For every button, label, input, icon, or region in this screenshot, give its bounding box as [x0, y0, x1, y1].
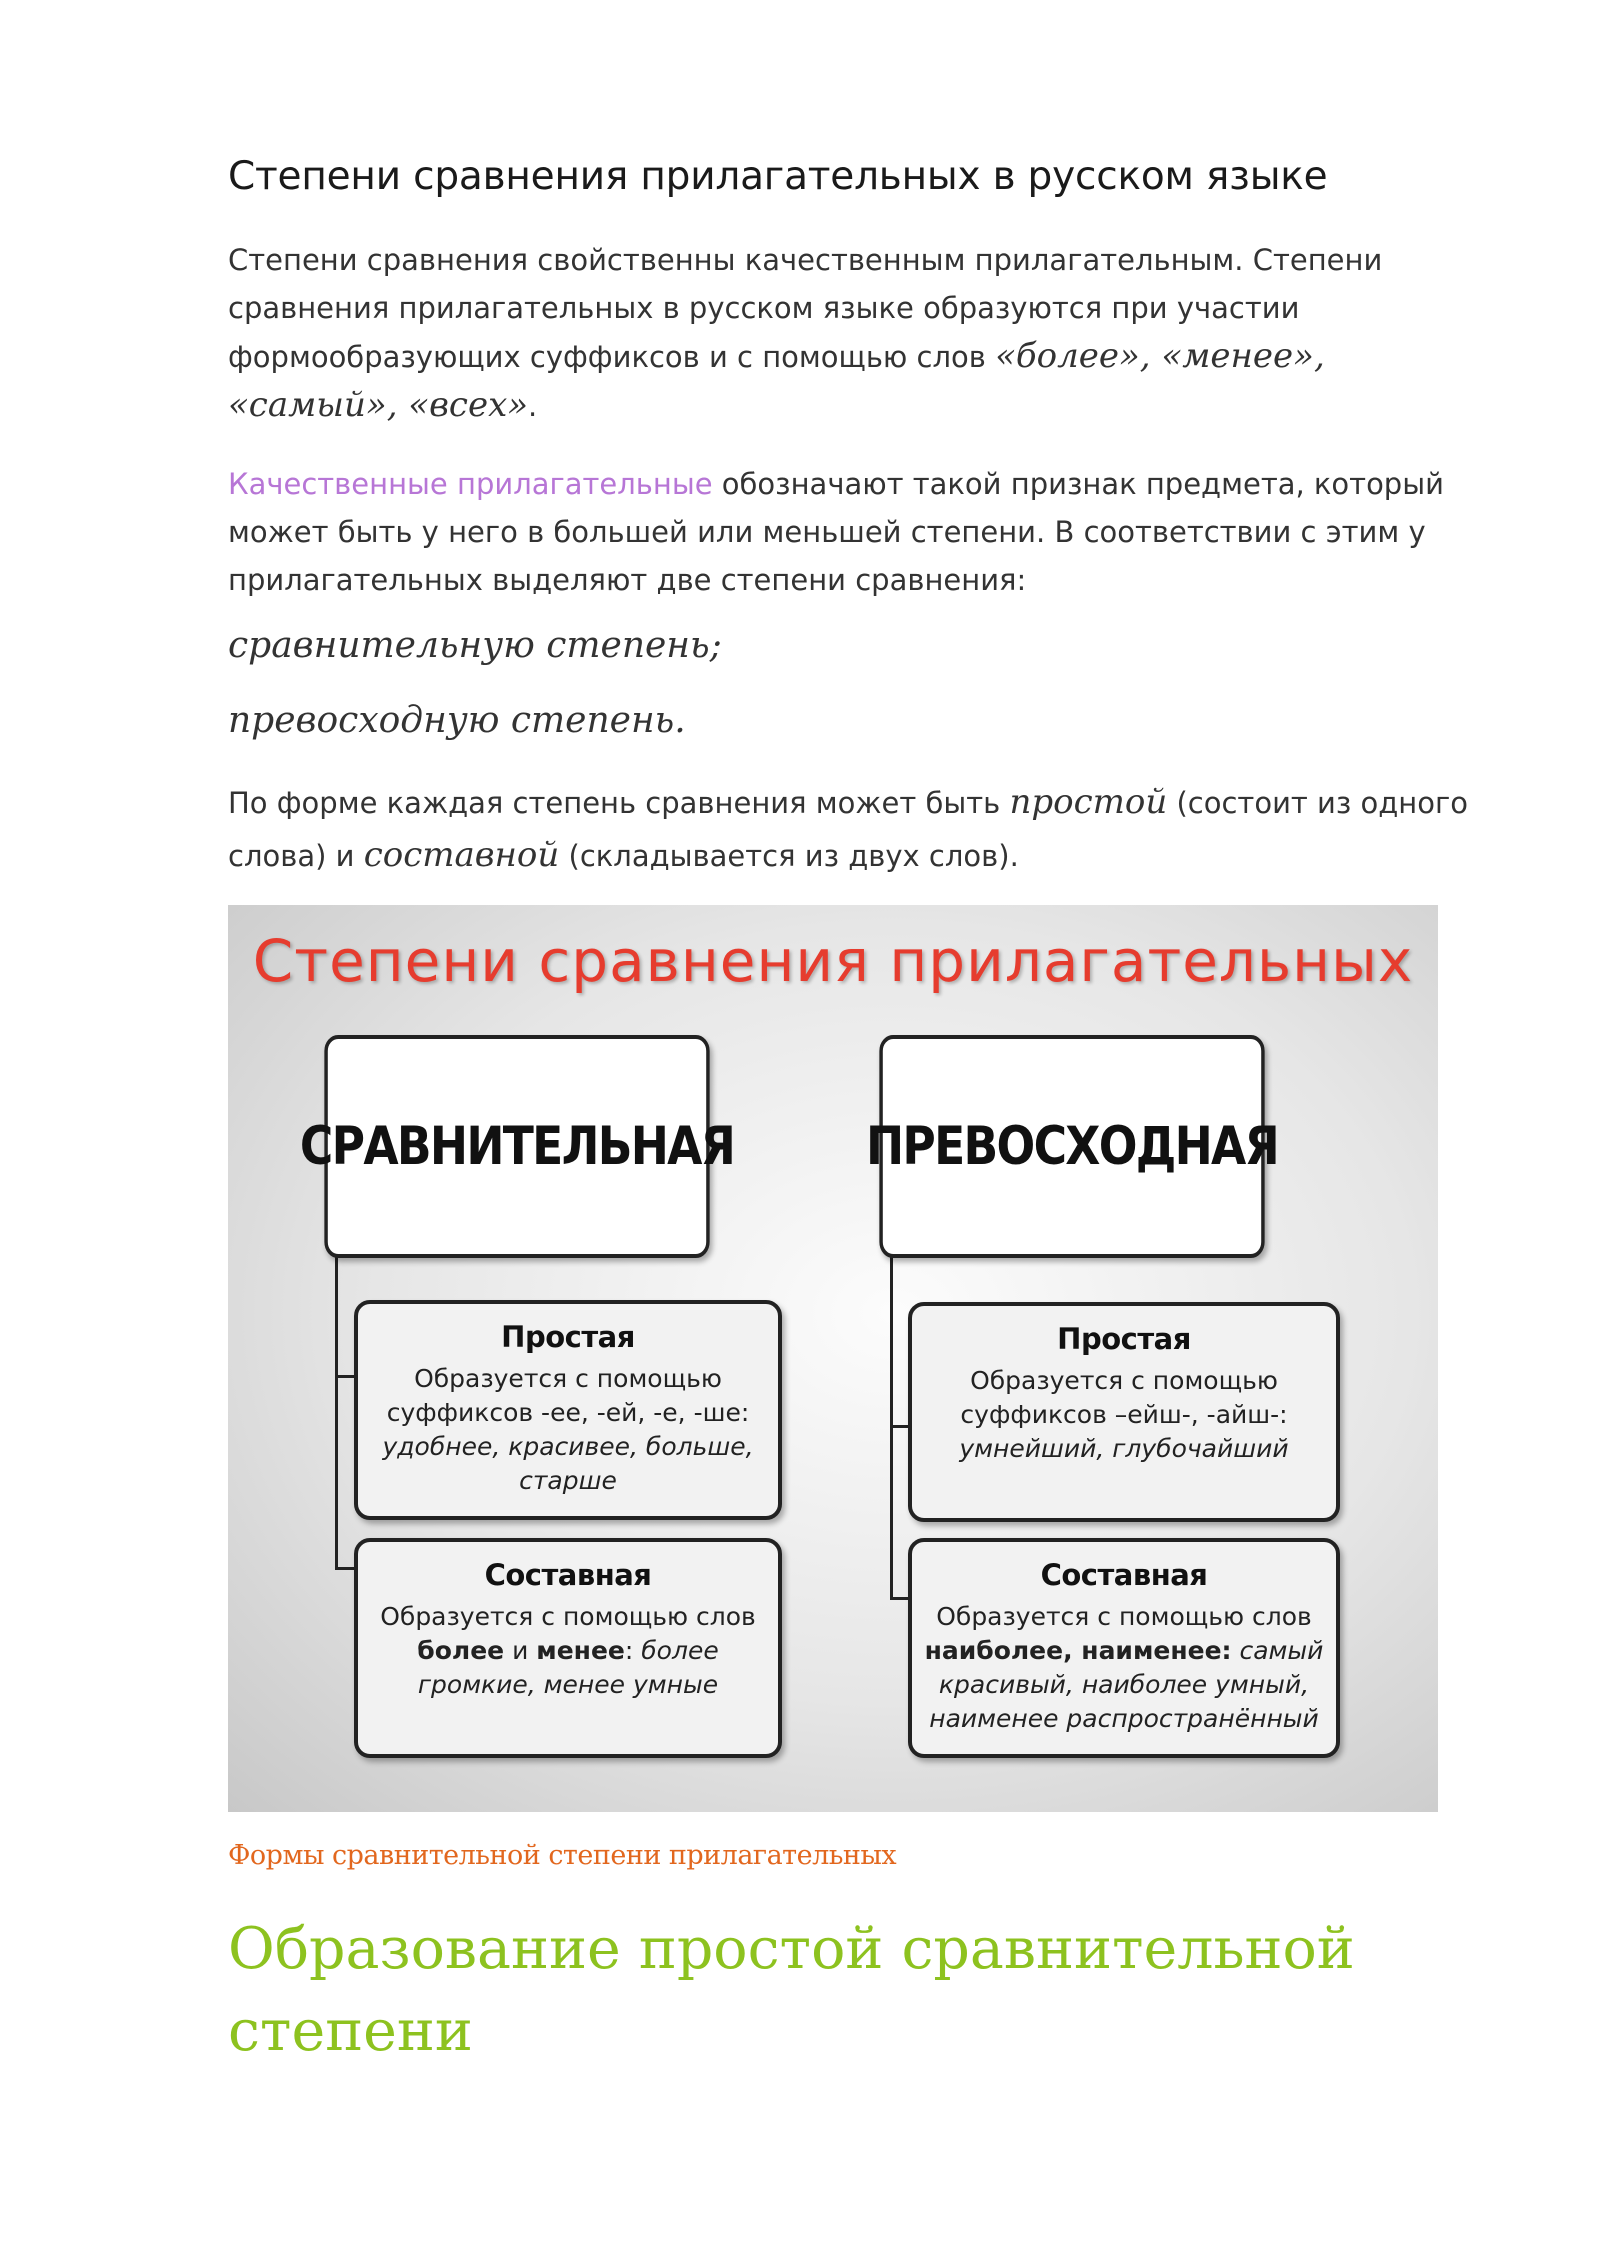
forms-text-1: По форме каждая степень сравнения может быть: [228, 786, 1010, 820]
forms-simple: простой: [1009, 782, 1168, 822]
superlative-compound-box: [908, 1538, 1340, 1758]
forms-compound: составной: [363, 835, 560, 875]
diagram-title: Степени сравнения прилагательных: [252, 927, 1414, 995]
superlative-simple-title: Простая: [1057, 1322, 1191, 1356]
forms-text-3: (складывается из двух слов).: [559, 839, 1019, 873]
qualitative-paragraph: [228, 460, 1488, 604]
forms-text-2: (состоит из одного слова) и: [228, 786, 1468, 873]
section-heading: Образование простой сравнительной степени: [228, 1916, 1355, 2064]
left-connector-branch-2: [335, 1567, 355, 1570]
diagram-caption: Формы сравнительной степени прилагательных: [228, 1840, 897, 1871]
superlative-simple-box: [908, 1302, 1340, 1522]
intro-text: Степени сравнения свойственны качественным прилагательным. Степени сравнения прилагательных в русском языке образуются при участии формообразующих суффиксов и с помощью слов: [228, 243, 1383, 374]
superlative-box: [866, 1035, 1278, 1258]
left-connector-branch-1: [335, 1375, 355, 1378]
comparative-simple-title: Простая: [501, 1320, 635, 1354]
comparative-simple-text: Образуется с помощью суффиксов -ее, -ей, -е, -ше: удобнее, красивее, больше, старше: [382, 1364, 754, 1495]
qualitative-text: обозначают такой признак предмета, который может быть у него в большей или меньшей степени. В соответствии с этим у прилагательных выделяют две степени сравнения:: [228, 467, 1444, 597]
qualitative-link[interactable]: Качественные прилагательные: [228, 467, 713, 501]
comparative-heading: СРАВНИТЕЛЬНАЯ: [299, 1116, 735, 1177]
right-connector-branch-1: [890, 1425, 910, 1428]
degree-superlative: превосходную степень.: [228, 700, 686, 741]
superlative-compound-title: Составная: [1040, 1558, 1208, 1592]
comparative-compound-box: [354, 1538, 782, 1758]
superlative-simple-text: Образуется с помощью суффиксов –ейш-, -айш-: умнейший, глубочайший: [959, 1366, 1289, 1463]
comparative-box: [299, 1035, 735, 1258]
left-connector: [335, 1255, 338, 1570]
page-title: Степени сравнения прилагательных в русском языке: [228, 154, 1328, 199]
comparative-compound-text: Образуется с помощью слов более и менее: более громкие, менее умные: [380, 1602, 756, 1699]
intro-paragraph: [228, 236, 1488, 430]
superlative-heading: ПРЕВОСХОДНАЯ: [866, 1116, 1278, 1177]
right-connector-branch-2: [890, 1597, 910, 1600]
intro-end: .: [528, 389, 538, 423]
intro-words: «более», «менее», «самый», «всех»: [228, 336, 1325, 425]
superlative-compound-text: Образуется с помощью слов наиболее, наименее: самый красивый, наиболее умный, наименее распространённый: [924, 1602, 1324, 1733]
comparative-compound-title: Составная: [484, 1558, 652, 1592]
degrees-diagram: [228, 905, 1438, 1812]
comparative-simple-box: [354, 1300, 782, 1520]
forms-paragraph: [228, 776, 1488, 882]
degree-comparative: сравнительную степень;: [228, 625, 722, 666]
